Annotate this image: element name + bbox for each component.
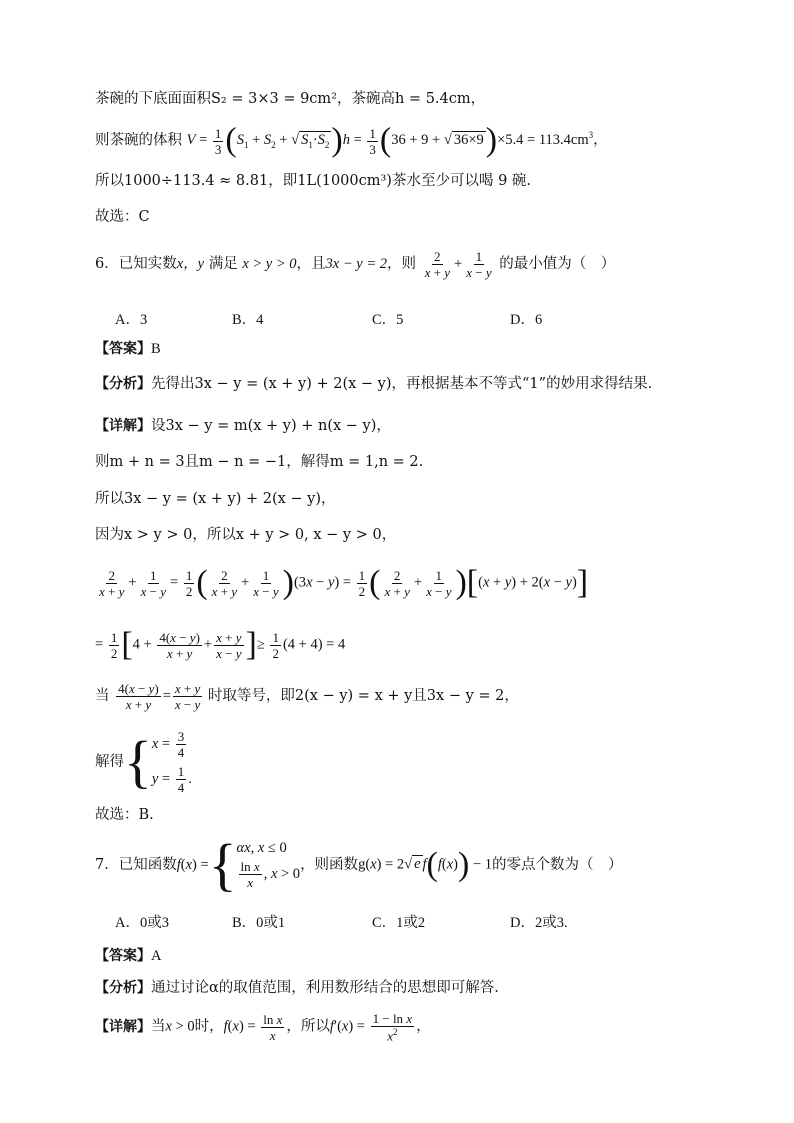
option-d: D．6 <box>510 312 543 328</box>
solution-line <box>95 124 608 158</box>
stem-text: 的最小值为（ ） <box>499 255 616 272</box>
brace-icon: { <box>208 832 237 897</box>
derivative-text: 当x > 0时，f(x) = $\frac{\text{ln x}}{x}$ ，所以f′(x) = $\frac{\text{1 − ln x}}{x^2}$ ， <box>151 1011 431 1044</box>
detail-text: 则m + n = 3且m − n = −1，解得m = 1,n = 2. <box>95 454 424 470</box>
stem-text: 7．已知函数 <box>95 856 177 873</box>
choice-text: 故选：C <box>95 209 150 225</box>
volume-area-text: 茶碗的下底面面积S₂ = 3×3 = 9cm²，茶碗高h = 5.4cm， <box>95 91 486 107</box>
solution-line <box>95 210 150 225</box>
detail-line <box>95 492 336 507</box>
question-stem <box>95 832 623 897</box>
detail-line <box>95 419 391 434</box>
solution-line <box>95 174 531 189</box>
option-a: A．0或3 <box>115 915 169 931</box>
detail-line <box>95 730 192 794</box>
detail-line <box>95 808 154 823</box>
analysis-line <box>95 377 652 392</box>
equality-condition: $\frac{4(x - y)}{x + y}$ = $\frac{x + y}{x - y}$ <box>118 681 201 712</box>
detail-tag: 【详解】 <box>95 418 151 434</box>
detail-equation: $\frac{2}{x + y}$ + $\frac{1}{x - y}$ = $\frac{1}{2}$ ( $\frac{2}{x + y}$ + $\frac{1}{x - y}$ )(3x − y) = $\frac{1}{2}$ ( $\frac{2}{x + y}$ + $\frac{1}{x - y}$ )[(x + y) + 2(x − y)] <box>99 564 589 601</box>
analysis-tag: 【分析】 <box>95 980 151 996</box>
stem-text: ，且 <box>296 255 326 272</box>
answer-line <box>95 949 161 964</box>
volume-formula: V = $\frac{1}{3}$ ($S_1 + S_2$ + √ $S_1\cdot S_2)h$ = $\frac{1}{3}$ (36 + 9 + √ $36\times 9)\times 5.4 = 113.4cm^3$， <box>186 122 608 159</box>
stem-condition: x > y > 0 <box>242 255 297 272</box>
detail-text: 所以3x − y = (x + y) + 2(x − y)， <box>95 491 336 507</box>
detail-text: 时取等号，即2(x − y) = x + y且3x − y = 2， <box>207 687 519 704</box>
stem-text: 的零点个数为（ ） <box>492 856 623 873</box>
detail-inequality: = $\frac{1}{2}$ [4 + $\frac{4(x - y)}{x + y}$ + $\frac{x + y}{x - y}$ ]≥ $\frac{1}{2}$ (4 + 4) = 4 <box>95 626 346 663</box>
detail-tag: 【详解】 <box>95 1019 151 1036</box>
solution-line <box>95 92 485 107</box>
question-stem <box>95 250 615 279</box>
option-a: A．3 <box>115 312 148 328</box>
stem-text: ，则函数 <box>300 856 359 873</box>
brace-icon: { <box>124 729 152 794</box>
analysis-tag: 【分析】 <box>95 376 151 392</box>
analysis-text: 先得出3x − y = (x + y) + 2(x − y)，再根据基本不等式“1”的妙用求得结果. <box>151 376 653 392</box>
stem-text: ，则 <box>386 255 416 272</box>
solution-system: x = $\frac{3}{4}$ y = $\frac{1}{4}$ . <box>151 729 192 795</box>
detail-text: 解得 <box>95 753 124 770</box>
cup-count-text: 所以1000÷113.4 ≈ 8.81，即1L(1000cm³)茶水至少可以喝 9 碗. <box>95 173 532 189</box>
answer-value: B <box>151 341 161 357</box>
analysis-line <box>95 981 499 996</box>
answer-value: A <box>151 948 162 964</box>
detail-line <box>95 455 423 470</box>
stem-text: 6．已知实数 <box>95 255 177 272</box>
detail-line <box>95 1012 431 1042</box>
answer-line <box>95 342 161 357</box>
option-c: C．1或2 <box>372 915 426 931</box>
analysis-text: 通过讨论α的取值范围，利用数形结合的思想即可解答. <box>151 980 499 996</box>
option-b: B．0或1 <box>232 915 286 931</box>
volume-text: 则茶碗的体积 <box>95 132 182 149</box>
choice-text: 故选：B. <box>95 807 154 823</box>
option-b: B．4 <box>232 312 264 328</box>
stem-text: 满足 <box>208 255 238 272</box>
option-c: C．5 <box>372 312 404 328</box>
detail-line <box>95 682 519 711</box>
g-definition: g(x) = 2√ e f(f(x)) − 1 <box>358 846 493 883</box>
detail-line <box>95 528 396 543</box>
answer-tag: 【答案】 <box>95 948 151 964</box>
answer-tag: 【答案】 <box>95 341 151 357</box>
detail-text: 因为x > y > 0，所以x + y > 0, x − y > 0， <box>95 527 397 543</box>
detail-text: 当 <box>95 687 110 704</box>
detail-text: 设3x − y = m(x + y) + n(x − y)， <box>151 418 391 434</box>
stem-expression: $\frac{2}{x + y}$ + $\frac{1}{x - y}$ <box>424 249 492 280</box>
stem-vars: x，y <box>176 255 205 272</box>
f-definition: f ( x ) = { αx, x ≤ 0 $\frac{\text{ln x}}{x}$ , x > 0 <box>176 832 301 897</box>
stem-condition: 3x − y = 2 <box>325 255 387 272</box>
option-d: D．2或3. <box>510 915 568 931</box>
